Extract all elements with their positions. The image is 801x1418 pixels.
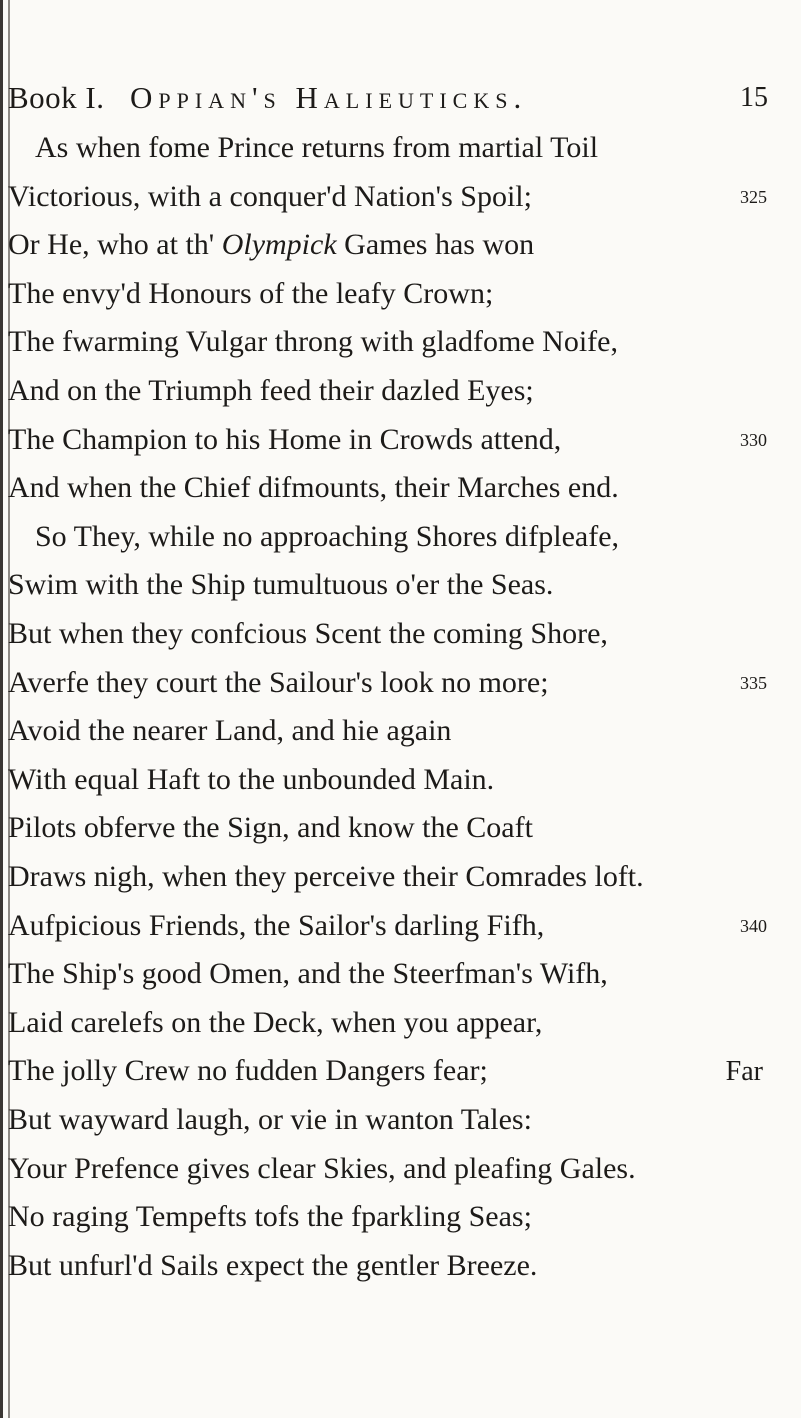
verse-line [8,707,451,755]
verse-text: But wayward laugh, or vie in wanton Tales: [8,1103,532,1136]
verse-line [8,367,534,415]
verse-line [8,221,534,269]
verse-text: Laid carelefs on the Deck, when you appear, [8,1006,543,1039]
verse-line [8,853,644,901]
verse-text: And on the Triumph feed their dazled Eyes; [8,374,534,407]
verse-line [8,756,494,804]
verse-text: And when the Chief difmounts, their Marches end. [8,471,619,504]
verse-line [35,124,598,172]
verse-text: The Ship's good Omen, and the Steerfman's Wifh, [8,957,608,990]
verse-text: Your Prefence gives clear Skies, and pleafing Gales. [8,1152,636,1185]
verse-text: Or He, who at th' Olympick Games has won [8,228,535,261]
verse-line [8,659,549,707]
running-title: Oppian's Halieuticks. [130,80,528,115]
verse-text: The jolly Crew no fudden Dangers fear; [8,1054,488,1087]
verse-line [8,1047,488,1095]
catchword: Far [725,1056,763,1087]
verse-text: The envy'd Honours of the leafy Crown; [8,277,494,310]
line-number: 325 [740,187,767,207]
verse-line [8,902,544,950]
verse-text: Swim with the Ship tumultuous o'er the Seas. [8,568,554,601]
page-number: 15 [740,82,768,113]
book-label: Book I. [8,80,105,115]
running-header [8,76,768,120]
verse-line [8,1145,636,1193]
verse-text: As when fome Prince returns from martial Toil [35,131,599,164]
verse-line [8,610,608,658]
verse-line [8,1193,532,1241]
verse-text: But unfurl'd Sails expect the gentler Breeze. [8,1249,538,1282]
verse-text: So They, while no approaching Shores difpleafe, [35,520,620,553]
verse-text: Avoid the nearer Land, and hie again [8,714,452,747]
verse-line [8,999,542,1047]
verse-text: Aufpicious Friends, the Sailor's darling Fifh, [8,909,545,942]
verse-line [8,464,619,512]
verse-line [8,561,553,609]
verse-text: Draws nigh, when they perceive their Comrades loft. [8,860,644,893]
verse-text: Averfe they court the Sailour's look no more; [8,666,549,699]
verse-text: Pilots obferve the Sign, and know the Coaft [8,811,533,844]
verse-line [8,270,493,318]
verse-line [8,1242,537,1290]
verse-text: The fwarming Vulgar throng with gladfome Noife, [8,325,618,358]
verse-text: But when they confcious Scent the coming Shore, [8,617,608,650]
verse-line [8,416,561,464]
page-binding-edge [0,0,3,1418]
verse-text: With equal Haft to the unbounded Main. [8,763,495,796]
verse-line [35,513,619,561]
verse-line [8,1096,532,1144]
verse-text: No raging Tempefts tofs the fparkling Seas; [8,1200,532,1233]
verse-text: Victorious, with a conquer'd Nation's Spoil; [8,180,532,213]
line-number: 340 [740,916,767,936]
verse-line [8,173,532,221]
verse-line [8,318,618,366]
verse-line [8,804,533,852]
verse-line [8,950,608,998]
verse-text: The Champion to his Home in Crowds attend, [8,423,562,456]
line-number: 335 [740,673,767,693]
line-number: 330 [740,430,767,450]
